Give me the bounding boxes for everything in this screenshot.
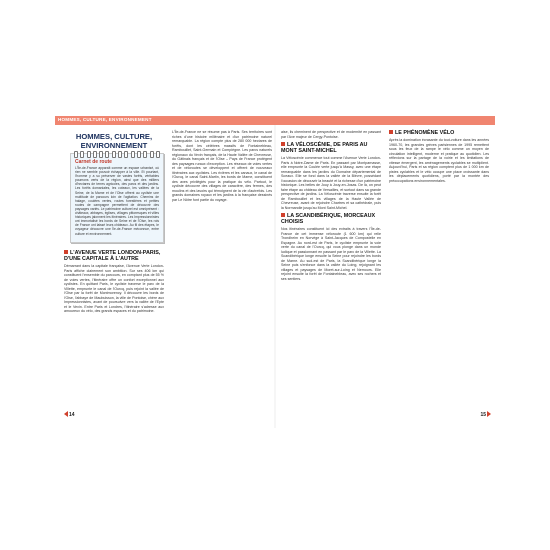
page-number-left: 14 <box>64 411 75 418</box>
heading-scandiberique: LA SCANDIBÉRIQUE, MORCEAUX CHOISIS <box>281 213 376 225</box>
right-column-a <box>281 130 381 283</box>
left-page <box>64 130 274 420</box>
book-gutter <box>274 125 276 428</box>
running-header-band <box>55 116 495 125</box>
left-column-a <box>64 130 164 316</box>
book-spread <box>55 116 495 428</box>
carnet-text: L'Île-de-France apparaît comme un espace urbanisé, où rien ne semble pouvoir échapper à la ville. Et pourtant, l'homme y a su préserver de vastes forêts, véritables poumons verts de la région, ainsi que des milliers d'hectares de terres agricoles, des parcs et des jardins. Les forêts domaniales, les coteaux, les vallées de la Seine, de la Marne et de l'Oise offrent au cycliste une multitude de parcours loin de l'agitation. Chemins de halage, coulées vertes, routes forestières et petites routes de campagne permettent de découvrir des paysages variés. Le patrimoine culturel est omniprésent : châteaux, abbayes, églises, villages pittoresques et villes historiques jalonnent les itinéraires. Les Impressionnistes ont immortalisé les bords de Seine et de l'Oise, les rois de France ont laissé leurs châteaux. Au fil des étapes, le voyageur découvre une Île-de-France méconnue, entre culture et environnement. <box>75 166 159 236</box>
section-title: HOMMES, CULTURE, ENVIRONNEMENT <box>75 132 153 150</box>
heading-avenue-verte: L'AVENUE VERTE LONDON-PARIS, D'UNE CAPITALE À L'AUTRE <box>64 250 161 262</box>
heading-veloscenie: LA VÉLOSCÉNIE, DE PARIS AU MONT SAINT-MICHEL <box>281 142 368 154</box>
left-column-b-text: L'Île-de-France ne se résume pas à Paris. Ses territoires sont riches d'une histoire millénaire et d'un patrimoine naturel remarquable. La région compte plus de 280 000 hectares de forêts, dont les célèbres massifs de Fontainebleau, Rambouillet, Saint-Germain et Compiègne. Les parcs naturels régionaux du Vexin français, de la Haute Vallée de Chevreuse, du Gâtinais français et de l'Oise – Pays de France protègent des paysages ruraux d'exception. Les réseaux de voies vertes et de véloroutes se développent et offrent de nouveaux itinéraires aux cyclistes. Les rivières et les canaux, le canal de l'Ourcq, le canal Saint-Martin, les bords de Marne, constituent des axes privilégiés pour la pratique du vélo. Partout, le cycliste découvre des villages de caractère, des fermes, des moulins et des lavoirs qui témoignent de la vie d'autrefois. Les grands domaines royaux et les jardins à la française dessinés par Le Nôtre font partie du voyage. <box>172 130 272 202</box>
right-page <box>281 130 491 420</box>
intro-text: aise, ils cheminent de perspective et de modernité en passant par l'Axe majeur de Cergy-Pontoise. <box>281 130 381 139</box>
arrow-left-icon <box>64 411 68 417</box>
avenue-verte-text: Démarrant dans la capitale française, l'Avenue Verte London-Paris affiche clairement son ambition. Sur ses 406 km qui constituent l'ensemble du parcours, en comptant plus de 55 % de voies vertes, l'itinéraire offre un confort exceptionnel aux cyclistes. En quittant Paris, le cycliste traverse le parc de la Villette, emprunte le canal de l'Ourcq, puis rejoint la vallée de l'Oise par la forêt de Montmorency. Il découvre les bords de l'Oise, l'abbaye de Maubuisson, la ville de Pontoise, chère aux Impressionnistes, avant de poursuivre vers la vallée de l'Epte et le Vexin. Entre Paris et Londres, l'itinéraire s'adresse aux amoureux du vélo, des grands espaces et du patrimoine. <box>64 264 164 313</box>
right-column-b <box>389 130 489 185</box>
red-square-icon <box>389 130 393 134</box>
running-header-title: HOMMES, CULTURE, ENVIRONNEMENT <box>58 117 152 122</box>
veloscenie-text: La Véloscénie commence tout comme l'Avenue Verte London-Paris à Notre-Dame de Paris. En passant par Montparnasse, elle emprunte la Coulée verte jusqu'à Massy, avec une étape remarquable dans les jardins du Domaine départemental de Sceaux. Elle se fond dans la vallée de la Bièvre, possédant l'occasion de découvrir la beauté et la richesse d'un patrimoine historique. Les belles de Jouy à Jouy-en-Josas. De là, on peut faire étape au château de Versailles, et surtout dans sa grande perspective de jardins. La Véloscénie traverse ensuite la forêt de Rambouillet et les villages de la Haute Vallée de Chevreuse, avant de rejoindre Chartres et sa cathédrale, puis la Normandie jusqu'au Mont Saint-Michel. <box>281 156 381 210</box>
page-number-right: 15 <box>480 411 491 418</box>
arrow-right-icon <box>487 411 491 417</box>
red-square-icon <box>281 213 285 217</box>
phenomene-velo-text: Après la domination écrasante du tout-voiture dans les années 1960-70, les grandes grèves parisiennes de 1995 remettent sous les feux de la rampe le vélo comme un moyen de circulation intelligent, moderne et pratique au quotidien. Les réflexions sur la partage de la voirie et les limitations de vitesse émergent, les aménagements cyclables se multiplient. Aujourd'hui, Paris et sa région comptent plus de 1 000 km de pistes cyclables et le vélo occupe une place croissante dans les déplacements quotidiens, porté par la montée des préoccupations environnementales. <box>389 138 489 183</box>
red-square-icon <box>281 142 285 146</box>
carnet-de-route-box <box>70 153 164 243</box>
heading-phenomene-velo: LE PHÉNOMÈNE VÉLO <box>389 130 489 136</box>
carnet-title: Carnet de route <box>75 159 112 165</box>
red-square-icon <box>64 250 68 254</box>
notebook-spiral-icon <box>74 151 160 156</box>
left-column-b <box>172 130 272 204</box>
scandiberique-text: Nos itinéraires constituent ici des extraits à travers l'Île-de-France de cet immense véloroute (1 600 km) qui relie Trondheim en Norvège à Saint-Jacques de Compostelle en Espagne. Au nord-est de Paris, le cycliste emprunte la voie verte du canal de l'Ourcq, qui vous plonge dans un monde ludique et passionnant en passant par le parc de la Villette. La Scandibérique longe ensuite la Seine pour rejoindre les bords de Marne. Au sud-est de Paris, la Scandibérique longe la Seine puis s'enfonce dans la vallée du Loing, rejoignant les villages et paysages de Moret-sur-Loing et Nemours. Elle rejoint ensuite la forêt de Fontainebleau, avec ses rochers et ses sentiers. <box>281 227 381 281</box>
